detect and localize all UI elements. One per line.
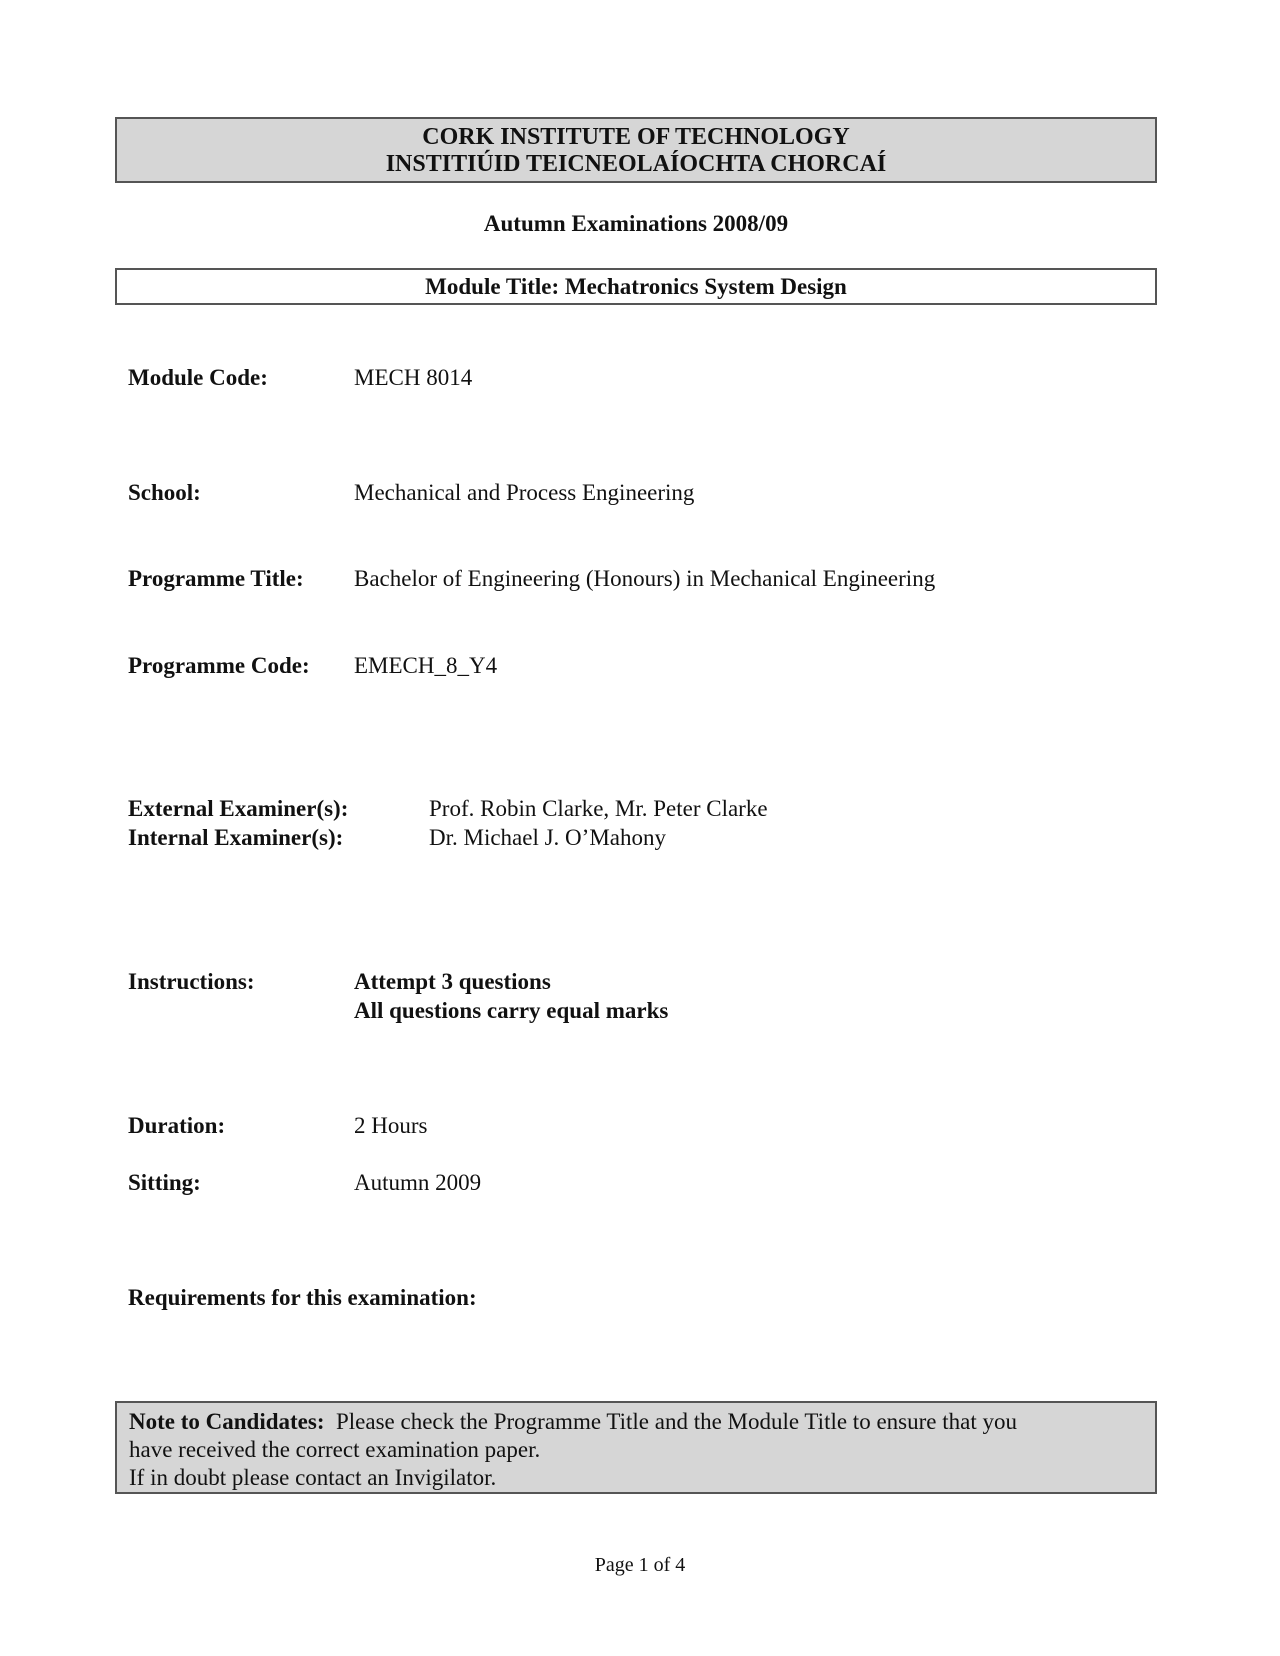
duration-label: Duration: [128, 1113, 226, 1138]
note-label: Note to Candidates: [129, 1409, 325, 1434]
module-code-value: MECH 8014 [354, 365, 473, 390]
sitting-label: Sitting: [128, 1170, 201, 1195]
institute-name-english: CORK INSTITUTE OF TECHNOLOGY [422, 124, 850, 150]
note-text-3: If in doubt please contact an Invigilator. [129, 1465, 497, 1490]
instruction-line-2: All questions carry equal marks [354, 998, 669, 1023]
internal-examiner-label: Internal Examiner(s): [128, 825, 344, 850]
note-to-candidates-box [115, 1401, 1157, 1494]
page-number: Page 1 of 4 [594, 1554, 686, 1576]
exam-session-title: Autumn Examinations 2008/09 [483, 211, 789, 236]
programme-code-label: Programme Code: [128, 653, 310, 678]
duration-value: 2 Hours [354, 1113, 428, 1138]
programme-title-label: Programme Title: [128, 566, 304, 591]
module-title-value: Mechatronics System Design [564, 274, 847, 299]
external-examiner-label: External Examiner(s): [128, 796, 349, 821]
requirements-label: Requirements for this examination: [128, 1285, 477, 1310]
instructions-label: Instructions: [128, 969, 255, 994]
external-examiner-value: Prof. Robin Clarke, Mr. Peter Clarke [429, 796, 768, 821]
school-value: Mechanical and Process Engineering [354, 480, 695, 505]
sitting-value: Autumn 2009 [354, 1170, 482, 1195]
module-code-label: Module Code: [128, 365, 268, 390]
note-line-1 [129, 1408, 1143, 1436]
institute-header-box [115, 117, 1157, 183]
institute-name-irish: INSTITIÚID TEICNEOLAÍOCHTA CHORCAÍ [385, 151, 887, 177]
programme-title-value: Bachelor of Engineering (Honours) in Mechanical Engineering [354, 566, 936, 591]
note-text-1: Please check the Programme Title and the Module Title to ensure that you [336, 1409, 1017, 1434]
note-text-2: have received the correct examination paper. [129, 1437, 541, 1462]
internal-examiner-value: Dr. Michael J. O’Mahony [429, 825, 666, 850]
module-title-box [115, 268, 1157, 305]
module-title-label: Module Title: [425, 274, 560, 299]
school-label: School: [128, 480, 201, 505]
programme-code-value: EMECH_8_Y4 [354, 653, 498, 678]
instruction-line-1: Attempt 3 questions [354, 969, 551, 994]
